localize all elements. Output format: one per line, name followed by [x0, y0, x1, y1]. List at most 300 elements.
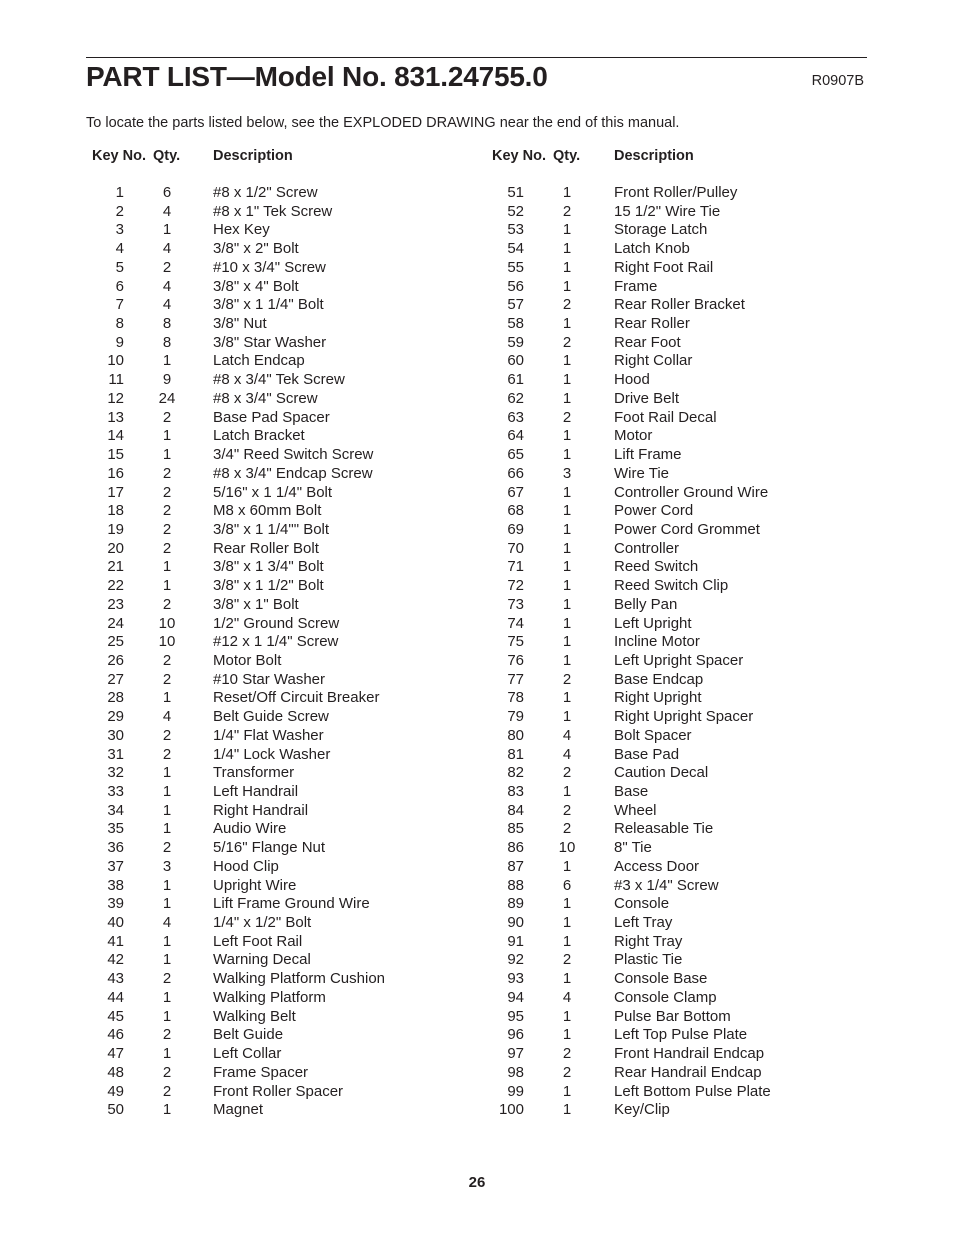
part-qty: 2 [162, 1082, 172, 1100]
part-key-no: 93 [507, 970, 524, 988]
table-row [86, 203, 416, 222]
part-description: 1/2" Ground Screw [213, 614, 340, 632]
table-row [86, 540, 416, 559]
part-description: Hood Clip [213, 857, 279, 875]
part-description: Reset/Off Circuit Breaker [213, 689, 380, 707]
part-description: Incline Motor [614, 633, 700, 651]
table-row [486, 764, 836, 783]
table-row [486, 465, 836, 484]
table-row [486, 671, 836, 690]
part-key-no: 35 [107, 820, 124, 838]
part-key-no: 29 [107, 708, 124, 726]
part-qty: 1 [162, 764, 172, 782]
part-description: Left Upright Spacer [614, 651, 744, 669]
part-description: Latch Endcap [213, 352, 305, 370]
part-qty: 2 [562, 1045, 572, 1063]
part-description: Walking Belt [213, 1007, 296, 1025]
part-description: Left Upright [614, 614, 692, 632]
part-qty: 2 [562, 820, 572, 838]
top-rule [86, 57, 867, 58]
part-key-no: 18 [107, 502, 124, 520]
table-row [86, 502, 416, 521]
part-qty: 2 [162, 483, 172, 501]
part-qty: 1 [562, 1007, 572, 1025]
part-qty: 2 [562, 296, 572, 314]
part-qty: 8 [162, 315, 172, 333]
part-qty: 2 [162, 970, 172, 988]
part-key-no: 16 [107, 464, 124, 482]
table-row [86, 184, 416, 203]
table-row [486, 221, 836, 240]
part-description: Motor [614, 427, 653, 445]
part-description: Lift Frame [614, 446, 682, 464]
part-description: M8 x 60mm Bolt [213, 502, 322, 520]
part-description: 3/8" Nut [213, 315, 267, 333]
part-qty: 1 [562, 221, 572, 239]
part-qty: 1 [562, 520, 572, 538]
table-row [86, 221, 416, 240]
table-row [486, 596, 836, 615]
part-description: Right Upright [614, 689, 702, 707]
part-key-no: 54 [507, 240, 524, 258]
table-row [486, 820, 836, 839]
part-key-no: 81 [507, 745, 524, 763]
part-description: Left Bottom Pulse Plate [614, 1082, 771, 1100]
part-description: #3 x 1/4" Screw [614, 876, 719, 894]
part-key-no: 63 [507, 408, 524, 426]
parts-table-left [86, 148, 416, 1119]
part-description: 3/8" x 1 1/2" Bolt [213, 577, 324, 595]
part-key-no: 60 [507, 352, 524, 370]
part-description: 3/8" x 1" Bolt [213, 595, 299, 613]
part-key-no: 27 [107, 670, 124, 688]
table-row [86, 989, 416, 1008]
table-row [86, 521, 416, 540]
part-key-no: 57 [507, 296, 524, 314]
part-description: Rear Roller Bolt [213, 539, 319, 557]
part-qty: 1 [162, 689, 172, 707]
part-qty: 2 [562, 801, 572, 819]
table-header-left [86, 148, 416, 168]
part-qty: 1 [162, 801, 172, 819]
part-description: 1/4" Flat Washer [213, 726, 324, 744]
part-key-no: 53 [507, 221, 524, 239]
part-description: 15 1/2" Wire Tie [614, 202, 721, 220]
part-key-no: 73 [507, 595, 524, 613]
part-key-no: 33 [107, 783, 124, 800]
table-row [86, 1064, 416, 1083]
part-description: Latch Knob [614, 240, 690, 258]
part-key-no: 99 [507, 1082, 524, 1100]
part-qty: 4 [162, 277, 172, 295]
part-description: #8 x 1" Tek Screw [213, 202, 333, 220]
table-row [86, 839, 416, 858]
table-row [486, 727, 836, 746]
part-description: Motor Bolt [213, 651, 282, 669]
part-description: Left Top Pulse Plate [614, 1026, 748, 1044]
part-key-no: 31 [107, 745, 124, 763]
part-key-no: 83 [507, 783, 524, 800]
part-description: Left Collar [213, 1045, 282, 1063]
parts-rows-left [86, 184, 416, 1120]
part-description: Walking Platform [213, 988, 326, 1006]
table-row [486, 746, 836, 765]
table-row [86, 296, 416, 315]
part-key-no: 72 [507, 577, 524, 595]
part-key-no: 4 [115, 240, 124, 258]
part-description: Right Handrail [213, 801, 309, 819]
part-qty: 1 [562, 633, 572, 651]
part-description: Wheel [614, 801, 657, 819]
table-row [486, 689, 836, 708]
part-description: #10 Star Washer [213, 670, 325, 688]
part-qty: 1 [162, 783, 172, 800]
part-key-no: 95 [507, 1007, 524, 1025]
table-row [486, 708, 836, 727]
part-description: Base Pad Spacer [213, 408, 330, 426]
part-key-no: 34 [107, 801, 124, 819]
part-description: Right Foot Rail [614, 258, 714, 276]
part-qty: 1 [162, 1045, 172, 1063]
part-qty: 1 [562, 689, 572, 707]
part-key-no: 74 [507, 614, 524, 632]
part-description: Left Foot Rail [213, 932, 303, 950]
part-key-no: 98 [507, 1063, 524, 1081]
part-description: Key/Clip [614, 1101, 670, 1119]
part-key-no: 84 [507, 801, 524, 819]
table-row [86, 783, 416, 802]
part-qty: 1 [562, 427, 572, 445]
part-description: 3/8" x 1 3/4" Bolt [213, 558, 324, 576]
part-description: 3/8" x 2" Bolt [213, 240, 299, 258]
part-key-no: 14 [107, 427, 124, 445]
part-description: Plastic Tie [614, 951, 683, 969]
part-description: 3/8" x 1 1/4"" Bolt [213, 520, 330, 538]
part-key-no: 49 [107, 1082, 124, 1100]
table-row [486, 989, 836, 1008]
table-row [486, 895, 836, 914]
part-qty: 1 [562, 502, 572, 520]
part-qty: 4 [162, 240, 172, 258]
part-description: Rear Roller [614, 315, 690, 333]
part-key-no: 41 [107, 932, 124, 950]
part-key-no: 24 [107, 614, 124, 632]
part-description: Base Pad [614, 745, 680, 763]
part-qty: 3 [162, 857, 172, 875]
header-key-no: Key No. [492, 148, 546, 164]
part-qty: 2 [162, 651, 172, 669]
intro-text: To locate the parts listed below, see the EXPLODED DRAWING near the end of this manual. [86, 115, 680, 131]
part-key-no: 51 [507, 184, 524, 201]
part-description: Storage Latch [614, 221, 708, 239]
part-description: 3/8" x 1 1/4" Bolt [213, 296, 324, 314]
table-row [86, 895, 416, 914]
part-key-no: 90 [507, 914, 524, 932]
part-qty: 2 [162, 1063, 172, 1081]
part-qty: 1 [562, 483, 572, 501]
part-key-no: 100 [498, 1101, 524, 1119]
table-row [86, 633, 416, 652]
part-qty: 4 [562, 726, 572, 744]
part-description: Left Tray [614, 914, 673, 932]
table-row [86, 315, 416, 334]
part-qty: 4 [162, 914, 172, 932]
part-key-no: 66 [507, 464, 524, 482]
table-row [486, 783, 836, 802]
table-row [486, 315, 836, 334]
part-qty: 2 [562, 408, 572, 426]
part-description: Magnet [213, 1101, 264, 1119]
part-description: 1/4" Lock Washer [213, 745, 331, 763]
part-qty: 2 [162, 502, 172, 520]
part-qty: 1 [562, 352, 572, 370]
part-qty: 1 [562, 315, 572, 333]
part-key-no: 20 [107, 539, 124, 557]
part-qty: 4 [162, 296, 172, 314]
part-qty: 6 [162, 184, 172, 201]
part-key-no: 55 [507, 258, 524, 276]
table-row [486, 951, 836, 970]
part-description: Transformer [213, 764, 295, 782]
part-qty: 24 [158, 389, 176, 407]
table-row [86, 465, 416, 484]
part-description: #8 x 3/4" Tek Screw [213, 371, 345, 389]
part-qty: 1 [562, 577, 572, 595]
part-key-no: 19 [107, 520, 124, 538]
table-row [486, 184, 836, 203]
part-key-no: 23 [107, 595, 124, 613]
table-row [86, 427, 416, 446]
part-description: Drive Belt [614, 389, 680, 407]
table-row [86, 689, 416, 708]
table-row [86, 371, 416, 390]
part-key-no: 77 [507, 670, 524, 688]
part-key-no: 38 [107, 876, 124, 894]
part-qty: 1 [562, 240, 572, 258]
part-qty: 2 [162, 539, 172, 557]
part-qty: 1 [562, 614, 572, 632]
part-qty: 4 [562, 988, 572, 1006]
table-row [86, 484, 416, 503]
table-row [86, 708, 416, 727]
part-qty: 1 [162, 1007, 172, 1025]
part-key-no: 10 [107, 352, 124, 370]
part-key-no: 11 [108, 371, 124, 389]
part-key-no: 25 [107, 633, 124, 651]
table-row [486, 259, 836, 278]
part-qty: 4 [562, 745, 572, 763]
part-qty: 1 [562, 857, 572, 875]
part-description: Controller [614, 539, 680, 557]
part-description: Rear Roller Bracket [614, 296, 745, 314]
table-row [486, 1026, 836, 1045]
table-row [86, 858, 416, 877]
part-description: Audio Wire [213, 820, 287, 838]
part-key-no: 59 [507, 333, 524, 351]
table-row [486, 446, 836, 465]
table-header-right [486, 148, 836, 168]
table-row [486, 577, 836, 596]
part-description: Rear Foot [614, 333, 681, 351]
part-key-no: 1 [115, 184, 124, 201]
part-key-no: 22 [107, 577, 124, 595]
table-row [86, 558, 416, 577]
part-key-no: 13 [107, 408, 124, 426]
part-key-no: 52 [507, 202, 524, 220]
table-row [86, 914, 416, 933]
table-row [486, 839, 836, 858]
part-description: Front Handrail Endcap [614, 1045, 765, 1063]
part-key-no: 69 [507, 520, 524, 538]
part-description: 5/16" Flange Nut [213, 839, 326, 857]
table-row [86, 1026, 416, 1045]
table-row [486, 278, 836, 297]
part-description: Upright Wire [213, 876, 297, 894]
part-key-no: 67 [507, 483, 524, 501]
table-row [86, 877, 416, 896]
part-qty: 2 [162, 745, 172, 763]
part-qty: 1 [562, 708, 572, 726]
part-qty: 2 [162, 595, 172, 613]
parts-rows-right [486, 184, 836, 1120]
part-key-no: 44 [107, 988, 124, 1006]
part-description: Console [614, 895, 670, 913]
table-row [486, 203, 836, 222]
table-row [86, 446, 416, 465]
table-row [86, 671, 416, 690]
part-description: Hood [614, 371, 650, 389]
part-key-no: 2 [115, 202, 124, 220]
table-row [486, 633, 836, 652]
part-qty: 2 [562, 202, 572, 220]
table-row [86, 596, 416, 615]
part-description: Right Tray [614, 932, 683, 950]
page-number: 26 [468, 1174, 486, 1191]
part-description: Console Clamp [614, 988, 717, 1006]
table-row [86, 970, 416, 989]
part-key-no: 94 [507, 988, 524, 1006]
part-qty: 2 [162, 670, 172, 688]
part-qty: 1 [562, 277, 572, 295]
part-key-no: 46 [107, 1026, 124, 1044]
part-qty: 1 [162, 1101, 172, 1119]
part-description: #10 x 3/4" Screw [213, 258, 326, 276]
header-qty: Qty. [153, 148, 181, 164]
part-description: Access Door [614, 857, 700, 875]
part-description: #8 x 1/2" Screw [213, 184, 318, 201]
table-row [486, 1045, 836, 1064]
part-description: Lift Frame Ground Wire [213, 895, 370, 913]
part-key-no: 92 [507, 951, 524, 969]
table-row [486, 877, 836, 896]
part-key-no: 71 [507, 558, 524, 576]
table-row [486, 390, 836, 409]
part-key-no: 85 [507, 820, 524, 838]
table-row [486, 858, 836, 877]
table-row [86, 820, 416, 839]
part-key-no: 75 [507, 633, 524, 651]
part-description: Right Upright Spacer [614, 708, 754, 726]
part-description: Releasable Tie [614, 820, 714, 838]
table-row [86, 278, 416, 297]
part-qty: 1 [562, 1082, 572, 1100]
part-key-no: 56 [507, 277, 524, 295]
part-key-no: 96 [507, 1026, 524, 1044]
part-key-no: 40 [107, 914, 124, 932]
part-description: Walking Platform Cushion [213, 970, 386, 988]
part-description: Pulse Bar Bottom [614, 1007, 731, 1025]
part-qty: 2 [562, 1063, 572, 1081]
table-row [86, 933, 416, 952]
part-key-no: 70 [507, 539, 524, 557]
part-key-no: 76 [507, 651, 524, 669]
table-row [86, 615, 416, 634]
part-key-no: 97 [507, 1045, 524, 1063]
table-row [486, 802, 836, 821]
part-description: Frame Spacer [213, 1063, 309, 1081]
table-row [486, 240, 836, 259]
part-qty: 1 [562, 595, 572, 613]
part-description: Power Cord Grommet [614, 520, 760, 538]
part-key-no: 79 [507, 708, 524, 726]
part-description: #8 x 3/4" Endcap Screw [213, 464, 373, 482]
part-qty: 1 [562, 558, 572, 576]
part-qty: 1 [562, 914, 572, 932]
part-key-no: 3 [115, 221, 124, 239]
part-qty: 1 [562, 389, 572, 407]
part-qty: 2 [162, 408, 172, 426]
part-qty: 1 [162, 352, 172, 370]
part-qty: 1 [162, 446, 172, 464]
table-row [86, 1045, 416, 1064]
part-qty: 9 [162, 371, 172, 389]
part-description: Front Roller Spacer [213, 1082, 344, 1100]
table-row [486, 914, 836, 933]
part-key-no: 89 [507, 895, 524, 913]
part-description: Latch Bracket [213, 427, 305, 445]
part-qty: 2 [562, 951, 572, 969]
part-key-no: 80 [507, 726, 524, 744]
table-row [86, 334, 416, 353]
part-qty: 1 [562, 970, 572, 988]
part-description: 1/4" x 1/2" Bolt [213, 914, 312, 932]
table-row [486, 652, 836, 671]
part-description: Reed Switch [614, 558, 699, 576]
header-qty: Qty. [553, 148, 581, 164]
part-description: Console Base [614, 970, 708, 988]
part-qty: 1 [162, 895, 172, 913]
part-key-no: 8 [115, 315, 124, 333]
part-key-no: 58 [507, 315, 524, 333]
part-description: Belt Guide Screw [213, 708, 329, 726]
part-key-no: 5 [115, 258, 124, 276]
part-qty: 1 [162, 221, 172, 239]
part-description: 3/8" x 4" Bolt [213, 277, 299, 295]
part-qty: 1 [162, 876, 172, 894]
part-description: 8" Tie [614, 839, 652, 857]
part-key-no: 12 [107, 389, 124, 407]
part-qty: 2 [162, 839, 172, 857]
table-row [86, 390, 416, 409]
part-key-no: 9 [115, 333, 124, 351]
part-qty: 3 [562, 464, 572, 482]
part-qty: 10 [158, 614, 176, 632]
part-qty: 1 [162, 951, 172, 969]
table-row [486, 933, 836, 952]
part-key-no: 50 [107, 1101, 124, 1119]
part-description: Bolt Spacer [614, 726, 692, 744]
part-qty: 2 [562, 333, 572, 351]
